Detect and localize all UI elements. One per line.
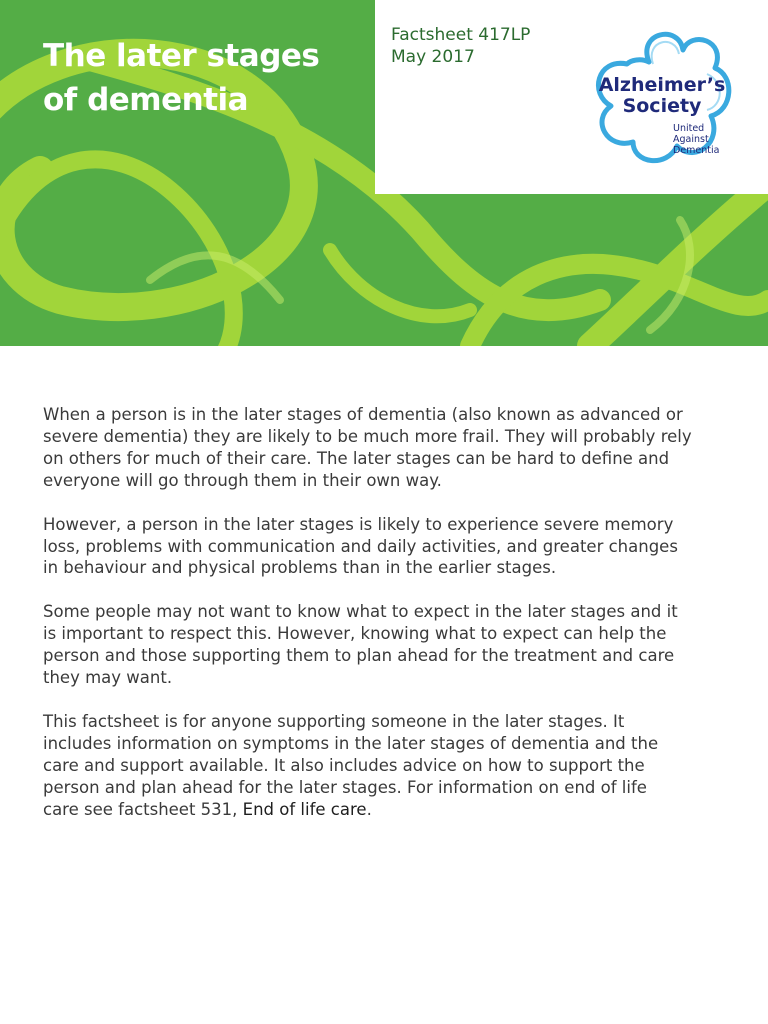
paragraph-line: However, a person in the later stages is likely to experience severe memory xyxy=(43,514,674,534)
last-line-prefix: care see factsheet 531, xyxy=(43,799,243,819)
factsheet-number: Factsheet 417LP xyxy=(391,25,531,45)
logo-tagline-line-3: Dementia xyxy=(673,145,720,156)
paragraph-line: loss, problems with communication and daily activities, and greater changes xyxy=(43,536,678,556)
logo-tagline-line-1: United xyxy=(673,123,705,134)
paragraph-line: they may want. xyxy=(43,668,173,688)
paragraph-symptoms xyxy=(43,514,743,580)
paragraph-line: on others for much of their care. The later stages can be hard to define and xyxy=(43,448,670,468)
factsheet-date: May 2017 xyxy=(391,47,475,67)
paragraph-line: everyone will go through them in their own way. xyxy=(43,470,442,490)
logo-name-line-1: Alzheimer’s xyxy=(598,74,726,96)
paragraph-audience xyxy=(43,711,743,821)
paragraph-line: includes information on symptoms in the later stages of dementia and the xyxy=(43,733,659,753)
paragraph-line: in behaviour and physical problems than in the earlier stages. xyxy=(43,558,557,578)
paragraph-line: care and support available. It also includes advice on how to support the xyxy=(43,755,645,775)
paragraph-intro xyxy=(43,404,743,492)
page-title xyxy=(43,34,363,122)
paragraph-line: Some people may not want to know what to expect in the later stages and it xyxy=(43,602,678,622)
paragraph-line: person and those supporting them to plan ahead for the treatment and care xyxy=(43,646,675,666)
paragraph-line: is important to respect this. However, knowing what to expect can help the xyxy=(43,624,667,644)
alzheimers-society-logo xyxy=(587,24,737,172)
paragraph-line: This factsheet is for anyone supporting someone in the later stages. It xyxy=(43,711,625,731)
paragraph-expectations xyxy=(43,601,743,689)
factsheet-info-box xyxy=(375,0,768,194)
factsheet-meta xyxy=(391,24,530,68)
logo-name-line-2: Society xyxy=(622,95,702,117)
factsheet-body xyxy=(43,404,743,843)
paragraph-line: person and plan ahead for the later stages. For information on end of life xyxy=(43,777,647,797)
title-line-2: of dementia xyxy=(43,82,249,118)
paragraph-last-line xyxy=(43,799,743,821)
end-of-life-care-link[interactable]: End of life care xyxy=(242,799,367,819)
title-line-1: The later stages xyxy=(43,38,320,74)
paragraph-line: severe dementia) they are likely to be much more frail. They will probably rely xyxy=(43,426,692,446)
forget-me-not-flower-icon xyxy=(587,24,737,172)
last-line-suffix: . xyxy=(366,799,372,819)
paragraph-line: When a person is in the later stages of dementia (also known as advanced or xyxy=(43,405,683,424)
logo-tagline-line-2: Against xyxy=(673,134,709,145)
header-banner xyxy=(0,0,768,346)
